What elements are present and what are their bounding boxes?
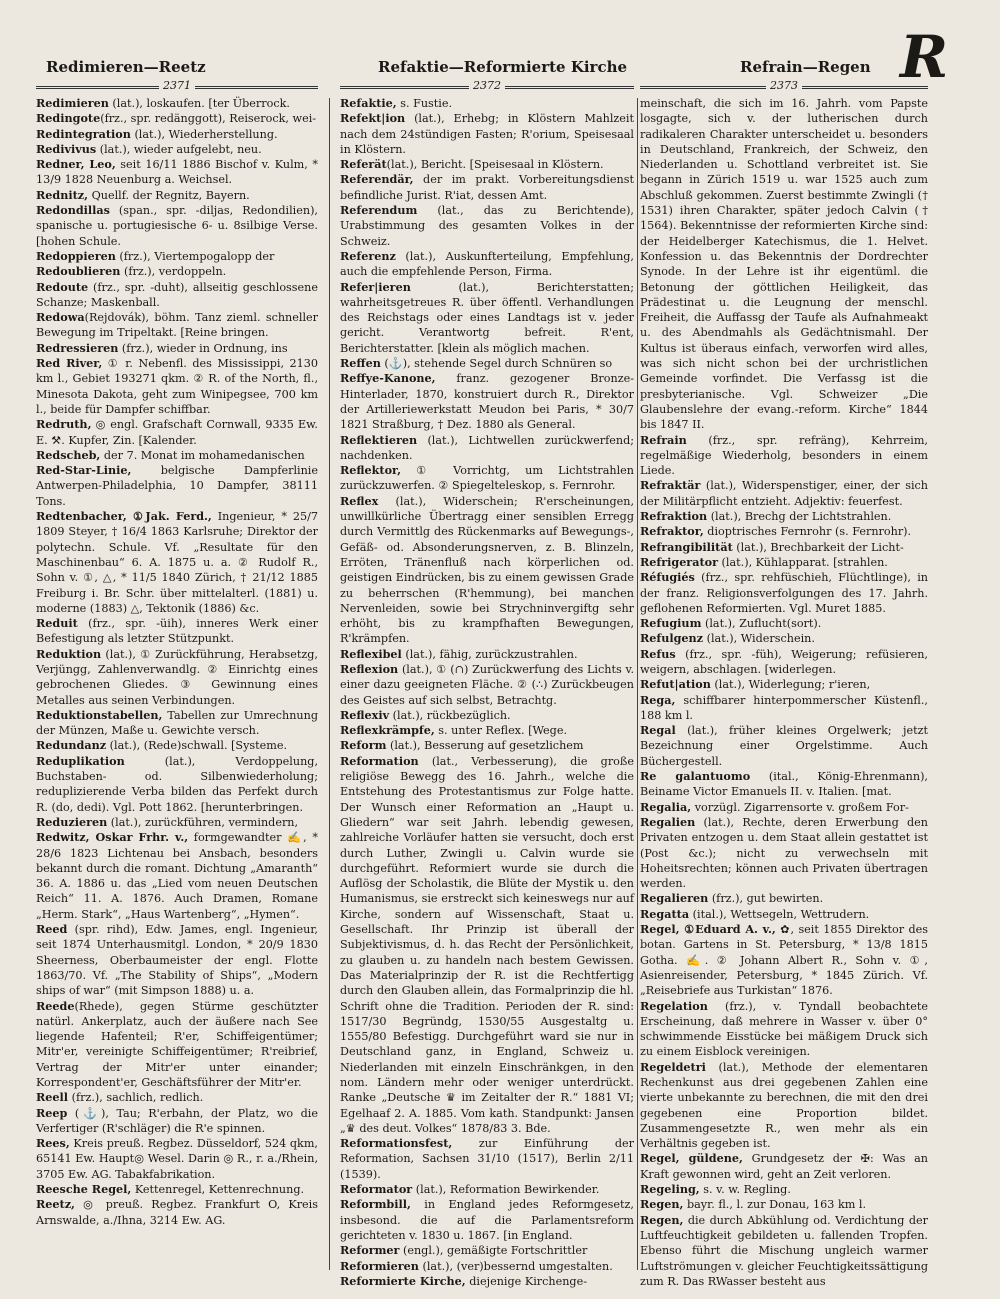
entry-headword: Red River,	[36, 356, 103, 371]
page-number-right: 2373	[766, 79, 802, 92]
entry-text: (lat.), Lichtwellen zurückwerfend; nachdenken.	[340, 433, 634, 462]
dictionary-entry	[640, 555, 928, 570]
entry-text: (lat.), Rechte, deren Erwerbung den Privaten entzogen u. dem Staat allein gestattet ist (Post &c.); nicht zu verwechseln mit Hoheitsrechten; können auch Privaten übertragen werden.	[640, 815, 928, 891]
entry-text: (lat.), Methode der elementaren Rechenkunst aus drei gegebenen Zahlen eine vierte unbekannte zu berechnen, die mit den drei gegebenen eine Proportion bildet. Zusammengesetzte R., wen mehr als ein Verhältnis gegeben ist.	[640, 1060, 928, 1151]
entry-text: s. v. w. Regling.	[699, 1183, 791, 1197]
dictionary-entry	[36, 249, 318, 264]
dictionary-entry	[340, 172, 634, 203]
entry-text: meinschaft, die sich im 16. Jahrh. vom Papste losgagte, sich v. der lutherischen durch radikaleren Charakter unterscheidet u. besonders in Deutschland, Frankreich, der Schweiz, den Niederlanden u. Schottland verbreitet ist. Sie begann in Zürich 1519 u. war 1525 auch zum Abschluß gekommen. Zuerst bestimmte Zwingli († 1531) ihren Charakter, später jedoch Calvin († 1564). Bekenntnisse der reformierten Kirche sind: der Heidelberger Katechismus, die 1. Helvet. Konfession u. das Bekenntnis der Dordrechter Synode. In der Lehre ist ihr eigentüml. die Betonung der göttlichen Heiligkeit, das Prädestinat u. die Leugnung der menschl. Freiheit, die Auffassg der Taufe als Aufnahmeakt u. des Abendmahls als Gedächtnismahl. Der Kultus ist überaus einfach, verworfen wird alles, was sich nicht schon bei der urchristlichen Gemeinde vorfindet. Die Verfassg ist die presbyterianische. Vgl. Schweizer „Die Glaubenslehre der evang.-reform. Kirche“ 1844 bis 1847 II.	[640, 97, 928, 432]
entry-text: (lat.), Wiederherstellung.	[130, 127, 278, 141]
entry-headword: Regel, ①Eduard A. v.,	[640, 922, 776, 937]
dictionary-entry	[36, 1197, 318, 1228]
dictionary-entry	[640, 891, 928, 906]
entry-text: ① r. Nebenfl. des Mississippi, 2130 km l., Gebiet 193271 qkm. ② R. of the North, fl., Minesota Dakota, geht zum Winipegsee, 700 km l., beide für Dampfer schiffbar.	[36, 357, 318, 416]
dictionary-entry	[640, 1213, 928, 1289]
entry-headword: Reflexion	[340, 661, 399, 676]
column-divider	[329, 98, 330, 1270]
entry-text: Kreis preuß. Regbez. Düsseldorf, 524 qkm, 65141 Ew. Haupt◎ Wesel. Darin ◎ R., r. a./Rhein, 3705 Ew. AG. Tabakfabrikation.	[36, 1137, 318, 1181]
dictionary-entry	[340, 708, 634, 723]
entry-headword: Reflexkrämpfe,	[340, 723, 435, 738]
entry-headword: Refekt|ion	[340, 111, 406, 126]
entry-headword: Reede	[36, 998, 75, 1013]
dictionary-entry	[36, 815, 318, 830]
entry-text: formgewandter ✍, * 28/6 1823 Lichtenau bei Ansbach, besonders bekannt durch die romant. Dichtung „Amaranth“ 36. A. 1886 u. das „Lied vom neuen Deutschen Reich“ 11. A. 1876. Auch Dramen, Romane „Herm. Stark“, „Haus Wartenberg“, „Hymen“.	[36, 831, 318, 921]
dictionary-entry	[36, 96, 318, 111]
page-number-rule-center	[340, 80, 634, 94]
entry-text: vorzügl. Zigarrensorte v. großem For-	[691, 800, 909, 814]
entry-text: (lat.), Widerspenstiger, einer, der sich der Militärpflicht entzieht. Adjektiv: feuerfest.	[640, 479, 928, 508]
entry-headword: Reformator	[340, 1182, 413, 1197]
entry-text: ◎ preuß. Regbez. Frankfurt O, Kreis Arnswalde, a./Ihna, 3214 Ew. AG.	[36, 1198, 318, 1227]
dictionary-entry	[640, 509, 928, 524]
dictionary-entry	[36, 280, 318, 311]
entry-headword: Refaktie,	[340, 96, 397, 110]
dictionary-entry	[36, 1090, 318, 1105]
entry-headword: Refrangibilität	[640, 539, 733, 554]
dictionary-entry	[36, 708, 318, 739]
dictionary-entry	[36, 356, 318, 417]
entry-text: s. unter Reflex. [Wege.	[434, 724, 568, 738]
entry-headword: Refulgenz	[640, 631, 704, 646]
page-number-rule-right	[640, 80, 928, 94]
entry-headword: Refraktor,	[640, 524, 704, 539]
entry-text: (lat.), Besserung auf gesetzlichem	[386, 739, 584, 753]
dictionary-entry	[340, 96, 634, 111]
entry-text: (lat., Verbesserung), die große religiöse Bewegg des 16. Jahrh., welche die Entstehung des Protestantismus zur Folge hatte. Der Wunsch einer Reformation an „Haupt u. Gliedern“ war seit Jahrh. lebendig gewesen, zahlreiche Vorläufer hatten sie versucht, doch erst durch Luther, Zwingli u. Calvin wurde sie durchgeführt. Reformiert wurde sie durch die Auflösg der Scholastik, die Blüte der Mystik u. den Humanismus, sie erstreckt sich keineswegs nur auf Kirche, sondern auf Wissenschaft, Staat u. Gesellschaft. Ihr Prinzip ist überall der Subjektivismus, d. h. das Recht der Persönlichkeit, zu glauben u. zu handeln nach bestem Gewissen. Das Materialprinzip der R. ist die Rechtfertigg durch den Glauben allein, das Formalprinzip die hl. Schrift ohne die Tradition. Perioden der R. sind: 1517/30 Begründg, 1530/55 Ausgestaltg u. 1555/80 Befestigg. Durchgeführt ward sie nur in Deutschland ganz, in England, Schweiz u. Niederlanden mit einzeln Einschränkgen, in den nom. Ländern mehr oder weniger unterdrückt. Ranke „Deutsche ♛ im Zeitalter der R.“ 1881 VI; Egelhaaf 2. A. 1885. Vom kath. Standpunkt: Jansen „♛ des deut. Volkes“ 1878/83 3. Bde.	[340, 754, 634, 1135]
entry-headword: Regal	[640, 723, 676, 738]
dictionary-entry	[640, 616, 928, 631]
dictionary-entry	[340, 1136, 634, 1182]
entry-text: (lat.), zurückführen, vermindern,	[107, 815, 299, 829]
entry-text: (frz., spr. refräng), Kehrreim, regelmäßige Wiederholg, besonders in einem Liede.	[640, 433, 928, 478]
entry-headword: Reffen	[340, 356, 381, 371]
entry-text: ① Vorrichtg, um Lichtstrahlen zurückzuwerfen. ② Spiegelteleskop, s. Fernrohr.	[340, 464, 634, 493]
entry-headword: Regen,	[640, 1212, 684, 1227]
entry-headword: Refut|ation	[640, 677, 711, 692]
dictionary-entry	[640, 1197, 928, 1212]
dictionary-entry	[36, 999, 318, 1091]
entry-text: s. Fustie.	[396, 97, 453, 110]
dictionary-entry	[640, 570, 928, 616]
entry-text: seit 16/11 1886 Bischof v. Kulm, * 13/9 1828 Neuenburg a. Weichsel.	[36, 158, 319, 187]
entry-headword: Redtenbacher, ①Jak. Ferd.,	[36, 509, 212, 524]
entry-headword: Redondillas	[36, 203, 110, 218]
entry-headword: Re galantuomo	[640, 769, 751, 784]
page-number-rule-left	[36, 80, 318, 94]
entry-text: (span., spr. -diljas, Redondilien), spanische u. portugiesische 6- u. 8silbige Verse. [hohen Schule.	[36, 204, 318, 248]
entry-text: (lat.), Reformation Bewirkender.	[412, 1183, 600, 1197]
entry-headword: Rees,	[36, 1136, 70, 1151]
dictionary-entry	[36, 1106, 318, 1137]
dictionary-entry	[340, 356, 634, 371]
entry-text: (lat.), früher kleines Orgelwerk; jetzt Bezeichnung einer Orgelstimme. Auch Büchergestell.	[640, 724, 928, 768]
dictionary-entry	[340, 1259, 634, 1274]
entry-headword: Regatta	[640, 906, 690, 921]
dictionary-entry	[340, 754, 634, 1136]
dictionary-entry	[36, 142, 318, 157]
entry-headword: Redruth,	[36, 417, 92, 432]
entry-text: (frz., spr. -duht), allseitig geschlossene Schanze; Maskenball.	[36, 280, 318, 309]
entry-headword: Refugium	[640, 616, 702, 631]
dictionary-entry	[36, 448, 318, 463]
entry-headword: Referenz	[340, 248, 396, 263]
entry-text: Kettenregel, Kettenrechnung.	[131, 1183, 305, 1197]
entry-headword: Redivivus	[36, 141, 97, 156]
entry-text: (⚓), Tau; R'erbahn, der Platz, wo die Verfertiger (R'schläger) die R'e spinnen.	[36, 1106, 318, 1135]
entry-headword: Refus	[640, 646, 676, 661]
entry-text: Tabellen zur Umrechnung der Münzen, Maße u. Gewichte versch.	[36, 708, 318, 738]
entry-headword: Redoppieren	[36, 248, 116, 263]
dictionary-entry	[340, 157, 634, 172]
dictionary-entry	[36, 830, 318, 922]
entry-text: (lat.), Zuflucht(sort).	[701, 617, 822, 631]
dictionary-entry	[340, 463, 634, 494]
entry-headword: Refraktion	[640, 509, 708, 524]
entry-headword: Refrain	[640, 432, 687, 447]
column-right	[640, 96, 928, 1288]
entry-text: Grundgesetz der ✠: Was an Kraft gewonnen wird, geht an Zeit verloren.	[640, 1152, 928, 1181]
entry-headword: Reell	[36, 1090, 69, 1105]
entry-headword: Rega,	[640, 692, 676, 707]
entry-text: (frz.), sachlich, redlich.	[68, 1091, 204, 1105]
entry-text: (frz., spr. rehfüschieh, Flüchtlinge), in der franz. Religionsverfolgungen des 17. Jahrh. geflohenen Reformierten. Vgl. Muret 1885.	[640, 571, 928, 615]
entry-headword: Reed	[36, 922, 68, 937]
entry-headword: Refrigerator	[640, 554, 718, 569]
entry-text: zur Einführung der Reformation, Sachsen 31/10 (1517), Berlin 2/11 (1539).	[340, 1137, 634, 1181]
entry-text: (lat.), Auskunfterteilung, Empfehlung, auch die empfehlende Person, Firma.	[340, 249, 634, 279]
dictionary-entry	[36, 1136, 318, 1182]
entry-headword: Reduzieren	[36, 814, 108, 829]
dictionary-entry	[36, 509, 318, 616]
entry-text: (lat.), rückbezüglich.	[389, 708, 511, 722]
dictionary-entry	[36, 647, 318, 708]
entry-text: (lat.), Verdoppelung, Buchstaben- od. Silbenwiederholung; reduplizierende Verba bilden das Perfekt durch R. (do, dedi). Vgl. Pott 1862. [herunterbringen.	[36, 754, 318, 814]
entry-headword: Regelation	[640, 998, 708, 1013]
dictionary-entry	[340, 249, 634, 280]
dictionary-entry	[340, 723, 634, 738]
dictionary-entry	[36, 1182, 318, 1197]
entry-text: (Rhede), gegen Stürme geschützter natürl. Ankerplatz, auch der äußere nach See liegende Hafenteil; R'er, Schiffeigentümer; Mitr'er, vereinigte Schiffeigentümer; R'reibrief, Vertrag der Mitr'er unter einander; Korrespondent'er, Geschäftsführer der Mitr'er.	[36, 999, 318, 1089]
entry-text: ◎ engl. Grafschaft Cornwall, 9335 Ew. E. ⚒. Kupfer, Zin. [Kalender.	[36, 418, 318, 447]
entry-headword: Referät	[340, 157, 387, 172]
entry-text: diejenige Kirchenge-	[465, 1274, 587, 1288]
dictionary-entry	[36, 111, 318, 126]
page-number-left: 2371	[159, 79, 195, 92]
entry-text: (Rejdovák), böhm. Tanz zieml. schneller Bewegung im Tripeltakt. [Reine bringen.	[36, 311, 318, 340]
entry-headword: Regalien	[640, 814, 696, 829]
dictionary-entry	[640, 677, 928, 692]
entry-text: (lat.), Erhebg; in Klöstern Mahlzeit nach dem 24stündigen Fasten; R'orium, Speisesaal in Klöstern.	[340, 112, 634, 156]
entry-headword: Reflektor,	[340, 463, 402, 478]
page-number-center: 2372	[469, 79, 505, 92]
dictionary-entry	[640, 1151, 928, 1182]
dictionary-entry	[36, 264, 318, 279]
entry-headword: Rednitz,	[36, 187, 89, 202]
entry-headword: Regalia,	[640, 799, 692, 814]
entry-text: (lat.), wieder aufgelebt, neu.	[96, 142, 262, 156]
dictionary-entry	[640, 96, 928, 433]
entry-headword: Reesche Regel,	[36, 1182, 132, 1197]
entry-text: (frz.), gut bewirten.	[708, 892, 824, 906]
entry-headword: Reform	[340, 738, 387, 753]
dictionary-entry	[640, 999, 928, 1060]
entry-headword: Referendär,	[340, 172, 414, 187]
dictionary-entry	[640, 647, 928, 678]
entry-text: (lat.), Bericht. [Speisesaal in Klöstern.	[386, 158, 604, 172]
entry-text: (lat.), Berichterstatten; wahrheitsgetreues R. über öffentl. Verhandlungen des Reichstags oder eines Landtags ist v. jeder gericht. Verantwortg befreit. R'ent, Berichterstatter. [klein als möglich machen.	[340, 280, 634, 355]
dictionary-entry	[340, 111, 634, 157]
dictionary-entry	[36, 616, 318, 647]
entry-text: (ital., König-Ehrenmann), Beiname Victor Emanuels II. v. Italien. [mat.	[640, 770, 928, 799]
entry-text: (frz., spr. -üih), inneres Werk einer Befestigung als letzter Stützpunkt.	[36, 617, 318, 646]
entry-headword: Reetz,	[36, 1197, 75, 1212]
entry-text: (lat.), (Rede)schwall. [Systeme.	[106, 739, 288, 753]
entry-headword: Redoublieren	[36, 264, 121, 279]
entry-headword: Redimieren	[36, 96, 109, 110]
entry-headword: Redoute	[36, 279, 89, 294]
dictionary-entry	[340, 1243, 634, 1258]
dictionary-entry	[640, 907, 928, 922]
entry-headword: Redner, Leo,	[36, 157, 116, 172]
entry-headword: Redingote	[36, 111, 101, 126]
dictionary-entry	[36, 417, 318, 448]
entry-headword: Regeldetri	[640, 1059, 706, 1074]
entry-headword: Reduktion	[36, 646, 102, 661]
entry-text: (lat.), Widerschein; R'erscheinungen, unwillkürliche Übertragg einer sensiblen Erregg durch Vermittlg des Rückenmarks auf Bewegungs-, Gefäß- od. Absonderungsnerven, z. B. Blinzeln, Erröten, Tränenfluß nach körperlichen od. geistigen Eindrücken, bis zu einem gewissen Grade zu beherrschen (R'hemmung), bei manchen Nervenleiden, sowie bei Strychninvergiftg sehr erhöht, bis zu krampfhaften Bewegungen, R'krämpfen.	[340, 494, 634, 646]
section-letter: R	[900, 23, 949, 91]
entry-text: (lat.), Widerlegung; r'ieren,	[710, 678, 871, 692]
entry-text: (lat.), Kühlapparat. [strahlen.	[717, 555, 888, 569]
dictionary-entry	[340, 433, 634, 464]
entry-headword: Reflexiv	[340, 707, 390, 722]
column-divider	[637, 98, 638, 1270]
dictionary-entry	[340, 371, 634, 432]
entry-headword: Regeling,	[640, 1182, 700, 1197]
entry-headword: Réfugiés	[640, 570, 695, 585]
dictionary-entry	[640, 524, 928, 539]
entry-headword: Refer|ieren	[340, 279, 411, 294]
dictionary-entry	[340, 494, 634, 647]
entry-text: (lat.), loskaufen. [ter Überrock.	[108, 97, 290, 110]
entry-text: bayr. fl., l. zur Donau, 163 km l.	[683, 1198, 867, 1212]
dictionary-entry	[36, 341, 318, 356]
dictionary-entry	[340, 203, 634, 249]
entry-headword: Refraktär	[640, 478, 701, 493]
entry-headword: Reep	[36, 1105, 68, 1120]
entry-text: (spr. rihd), Edw. James, engl. Ingenieur, seit 1874 Unterhausmitgl. London, * 20/9 1830 Sheerness, Oberbaumeister der engl. Flotte 1863/70. Vf. „The Stability of Ships“, „Modern ships of war“ (mit Simpson 1888) u. a.	[36, 923, 318, 998]
running-head-left: Redimieren—Reetz	[46, 58, 206, 76]
column-center	[340, 96, 634, 1288]
entry-headword: Reformationsfest,	[340, 1136, 453, 1151]
dictionary-entry	[36, 463, 318, 509]
entry-headword: Redowa	[36, 310, 85, 325]
entry-headword: Reflex	[340, 493, 379, 508]
entry-headword: Redscheb,	[36, 447, 101, 462]
entry-text: (lat.), Brechg der Lichtstrahlen.	[707, 510, 892, 524]
dictionary-entry	[640, 1060, 928, 1152]
entry-text: (frz.), wieder in Ordnung, ins	[118, 341, 288, 355]
dictionary-entry	[340, 647, 634, 662]
dictionary-entry	[640, 433, 928, 479]
entry-text: (frz.), verdoppeln.	[120, 265, 227, 279]
entry-text: ✿, seit 1855 Direktor des botan. Gartens in St. Petersburg, * 13/8 1815 Gotha. ✍. ② Johann Albert R., Sohn v. ①, Asienreisender, Petersburg, * 1845 Zürich. Vf. „Reisebriefe aus Turkistan“ 1876.	[640, 923, 928, 998]
entry-text: der 7. Monat im mohamedanischen	[100, 448, 305, 462]
entry-headword: Reformer	[340, 1243, 400, 1258]
entry-headword: Reformbill,	[340, 1197, 411, 1212]
dictionary-entry	[640, 1182, 928, 1197]
entry-text: (⚓), stehende Segel durch Schnüren so	[380, 357, 613, 371]
entry-headword: Redwitz, Oskar Frhr. v.,	[36, 830, 189, 845]
dictionary-entry	[640, 540, 928, 555]
entry-text: (lat.), Widerschein.	[703, 632, 815, 646]
entry-text: franz. gezogener Bronze-Hinterlader, 1870, konstruiert durch R., Direktor der Artilleriewerkstatt Meudon bei Paris, * 30/7 1821 Straßburg, † Dez. 1880 als General.	[340, 372, 634, 432]
entry-text: schiffbarer hinterpommerscher Küstenfl., 188 km l.	[640, 693, 928, 722]
entry-headword: Redintegration	[36, 126, 131, 141]
dictionary-entry	[640, 693, 928, 724]
entry-text: (frz., spr. redänggott), Reiserock, wei-	[100, 112, 317, 126]
entry-headword: Reflektieren	[340, 432, 418, 447]
running-head-right: Refrain—Regen	[740, 58, 871, 76]
entry-text: (frz., spr. -füh), Weigerung; refüsieren, weigern, abschlagen. [widerlegen.	[640, 647, 928, 676]
dictionary-entry	[340, 1197, 634, 1243]
entry-text: (frz.), Viertempogalopp der	[115, 249, 275, 263]
entry-headword: Regen,	[640, 1197, 684, 1212]
entry-text: (lat.), ① Zurückführung, Herabsetzg, Verjüngg, Zahlenverwandlg. ② Einrichtg eines gebrochenen Gliedes. ③ Gewinnung eines Metalles aus seinen Verbindungen.	[36, 647, 318, 707]
dictionary-entry	[340, 738, 634, 753]
entry-text: (lat.), fähig, zurückzustrahlen.	[401, 647, 578, 661]
entry-headword: Red-Star-Linie,	[36, 463, 132, 478]
entry-headword: Reduit	[36, 616, 78, 631]
dictionary-entry	[340, 1182, 634, 1197]
entry-headword: Reformieren	[340, 1258, 419, 1273]
dictionary-entry	[640, 815, 928, 891]
dictionary-entry	[640, 631, 928, 646]
entry-headword: Reduplikation	[36, 753, 125, 768]
entry-text: (lat.), ① (∩) Zurückwerfung des Lichts v. einer dazu geeigneten Fläche. ② (∴) Zurückbeugen des Geistes auf sich selbst, Betrachtg.	[340, 662, 634, 707]
entry-text: (ital.), Wettsegeln, Wettrudern.	[689, 907, 870, 921]
dictionary-entry	[340, 662, 634, 708]
dictionary-entry	[340, 1274, 634, 1289]
entry-headword: Reflexibel	[340, 646, 402, 661]
entry-text: (engl.), gemäßigte Fortschrittler	[399, 1244, 588, 1258]
entry-headword: Reformierte Kirche,	[340, 1273, 466, 1288]
entry-headword: Regalieren	[640, 891, 709, 906]
column-left	[36, 96, 318, 1276]
entry-headword: Reformation	[340, 753, 419, 768]
entry-text: (frz.), v. Tyndall beobachtete Erscheinung, daß mehrere in Wasser v. über 0° schwimmende Eisstücke bei mäßigem Druck sich zu einem Eisblock vereinigen.	[640, 999, 928, 1059]
entry-headword: Referendum	[340, 203, 418, 218]
entry-text: (lat.), (ver)bessernd umgestalten.	[418, 1259, 613, 1273]
entry-text: (lat.), Brechbarkeit der Licht-	[732, 540, 904, 554]
dictionary-entry	[640, 922, 928, 998]
entry-text: (lat., das zu Berichtende), Urabstimmung des gesamten Volkes in der Schweiz.	[340, 204, 634, 248]
dictionary-entry	[640, 723, 928, 769]
entry-headword: Reffye-Kanone,	[340, 371, 436, 386]
entry-text: in England jedes Reformgesetz, insbesond. die auf die Parlamentsreform gerichteten v. 1830 u. 1867. [in England.	[340, 1198, 634, 1242]
dictionary-entry	[640, 478, 928, 509]
entry-text: der im prakt. Vorbereitungsdienst befindliche Jurist. R'iat, dessen Amt.	[340, 173, 634, 202]
dictionary-entry	[340, 280, 634, 356]
dictionary-entry	[36, 310, 318, 341]
running-head-center: Refaktie—Reformierte Kirche	[378, 58, 628, 76]
dictionary-entry	[640, 769, 928, 800]
dictionary-entry	[36, 754, 318, 815]
entry-text: Quellf. der Regnitz, Bayern.	[88, 188, 250, 202]
dictionary-entry	[36, 127, 318, 142]
dictionary-entry	[36, 157, 318, 188]
entry-headword: Reduktionstabellen,	[36, 707, 163, 722]
dictionary-entry	[36, 922, 318, 998]
entry-headword: Redundanz	[36, 738, 107, 753]
entry-headword: Redressieren	[36, 340, 119, 355]
entry-text: die durch Abkühlung od. Verdichtung der Luftfeuchtigkeit gebildeten u. fallenden Tropfen. Ebenso führt die Mischung ungleich warmer Luftströmungen v. gleicher Feuchtigkeitssättigung zum R. Das RWasser besteht aus	[640, 1213, 928, 1288]
entry-headword: Regel, güldene,	[640, 1151, 743, 1166]
dictionary-entry	[640, 800, 928, 815]
dictionary-entry	[36, 738, 318, 753]
dictionary-entry	[36, 203, 318, 249]
entry-text: belgische Dampferlinie Antwerpen-Philadelphia, 10 Dampfer, 38111 Tons.	[36, 464, 318, 508]
dictionary-entry	[36, 188, 318, 203]
entry-text: dioptrisches Fernrohr (s. Fernrohr).	[703, 525, 912, 539]
entry-text: Ingenieur, * 25/7 1809 Steyer, † 16/4 1863 Karlsruhe; Direktor der polytechn. Schule. Vf. „Resultate für den Maschinenbau“ 6. A. 1875 u. a. ② Rudolf R., Sohn v. ①, △, * 11/5 1840 Zürich, † 21/12 1885 Freiburg i. Br. Schr. über mittelalterl. (1881) u. moderne (1883) △, Tektonik (1886) &c.	[36, 510, 318, 615]
